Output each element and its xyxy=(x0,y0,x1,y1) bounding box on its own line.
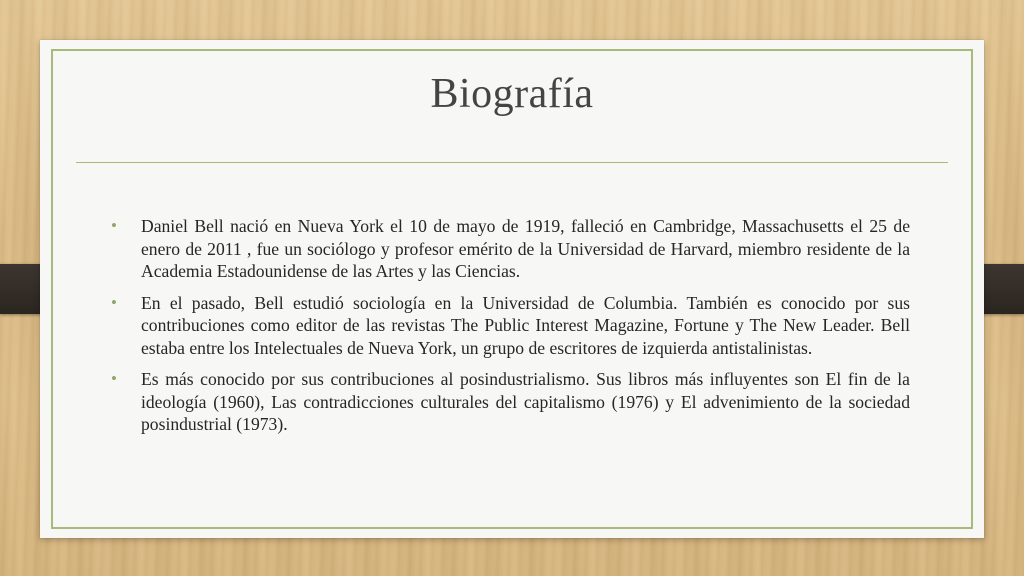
bullet-text: Daniel Bell nació en Nueva York el 10 de mayo de 1919, falleció en Cambridge, Massachusetts el 25 de enero de 2011 , fue un sociólogo y profesor emérito de la Universidad de Harvard, miembro residente de la Academia Estadounidense de las Artes y las Ciencias. xyxy=(141,216,910,281)
bullet-dot-icon: • xyxy=(111,369,117,388)
slide-title: Biografía xyxy=(430,71,594,117)
bullet-dot-icon: • xyxy=(111,216,117,235)
bullet-dot-icon: • xyxy=(111,292,117,312)
bullet-text: Es más conocido por sus contribuciones al posindustrialismo. Sus libros más influyentes son El fin de la ideología (1960), Las contradicciones culturales del capitalismo (1976) y El advenimiento de la sociedad posindustrial (1973). xyxy=(141,369,910,434)
bullet-list xyxy=(100,215,910,445)
bullet-item xyxy=(100,215,910,283)
bullet-text: En el pasado, Bell estudió sociología en la Universidad de Columbia. También es conocido por sus contribuciones como editor de las revistas The Public Interest Magazine, Fortune y The New Leader. Bell estaba entre los Intelectuales de Nueva York, un grupo de escritores de izquierda antistalinistas. xyxy=(141,292,910,358)
bullet-item xyxy=(100,292,910,360)
bullet-item xyxy=(100,368,910,436)
title-divider xyxy=(76,162,948,163)
